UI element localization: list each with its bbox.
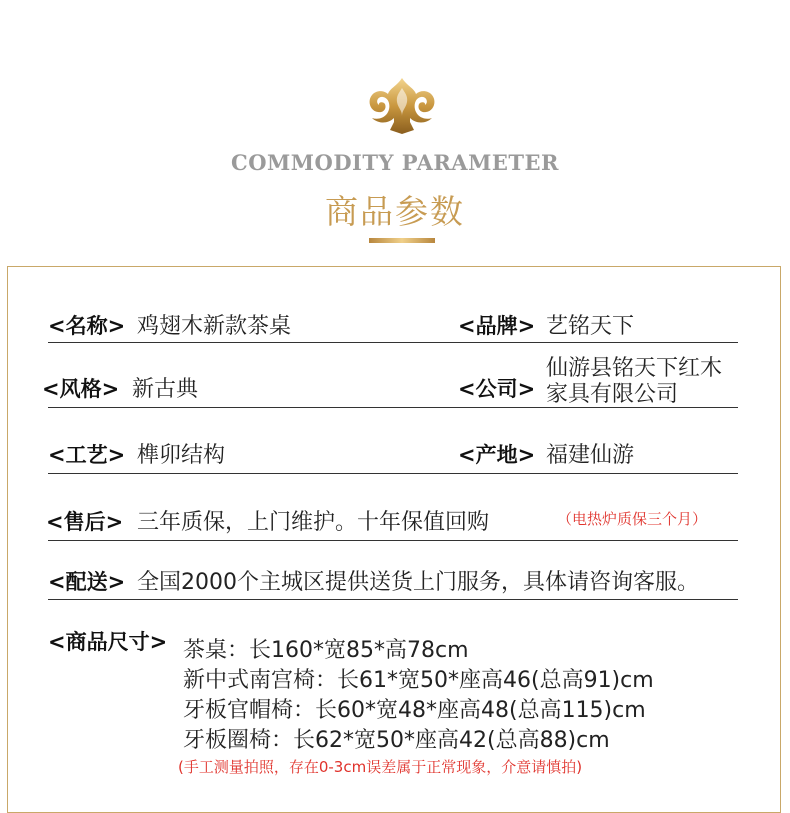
row-divider [48, 540, 738, 541]
gold-cloud-ornament-icon [364, 78, 440, 134]
header [0, 0, 790, 260]
company-value-line2: 家具有限公司 [546, 382, 679, 407]
style-value: 新古典 [132, 377, 199, 402]
craft-label: <工艺> [48, 443, 126, 467]
title-underline [369, 238, 435, 243]
row-divider [48, 342, 738, 343]
delivery-value: 全国2000个主城区提供送货上门服务，具体请咨询客服。 [137, 570, 699, 595]
name-label: <名称> [48, 314, 126, 338]
origin-label: <产地> [458, 443, 536, 467]
measurement-note: (手工测量拍照，存在0-3cm误差属于正常现象，介意请慎拍) [178, 758, 583, 776]
heater-warranty-note: （电热炉质保三个月） [557, 510, 708, 528]
brand-label: <品牌> [458, 314, 536, 338]
name-value: 鸡翅木新款茶桌 [137, 314, 292, 339]
after-sale-value: 三年质保，上门维护。十年保值回购 [137, 510, 490, 535]
size-line-nangong-chair: 新中式南宫椅：长61*宽50*座高46(总高91)cm [183, 668, 654, 693]
size-list [183, 636, 654, 756]
delivery-label: <配送> [48, 570, 126, 594]
company-label: <公司> [458, 377, 536, 401]
row-divider [48, 473, 738, 474]
row-divider [48, 599, 738, 600]
size-line-official-hat-chair: 牙板官帽椅：长60*宽48*座高48(总高115)cm [183, 698, 646, 723]
craft-value: 榫卯结构 [137, 443, 226, 468]
company-value-line1: 仙游县铭天下红木 [546, 356, 723, 381]
size-line-tea-table: 茶桌：长160*宽85*高78cm [183, 638, 469, 663]
after-sale-label: <售后> [46, 510, 124, 534]
size-label: <商品尺寸> [48, 630, 168, 654]
title-chinese: 商品参数 [325, 192, 465, 231]
brand-value: 艺铭天下 [546, 314, 635, 339]
title-english: COMMODITY PARAMETER [231, 150, 559, 175]
origin-value: 福建仙游 [546, 443, 635, 468]
style-label: <风格> [42, 377, 120, 401]
row-divider [48, 407, 738, 408]
size-line-round-chair: 牙板圈椅：长62*宽50*座高42(总高88)cm [183, 728, 610, 753]
